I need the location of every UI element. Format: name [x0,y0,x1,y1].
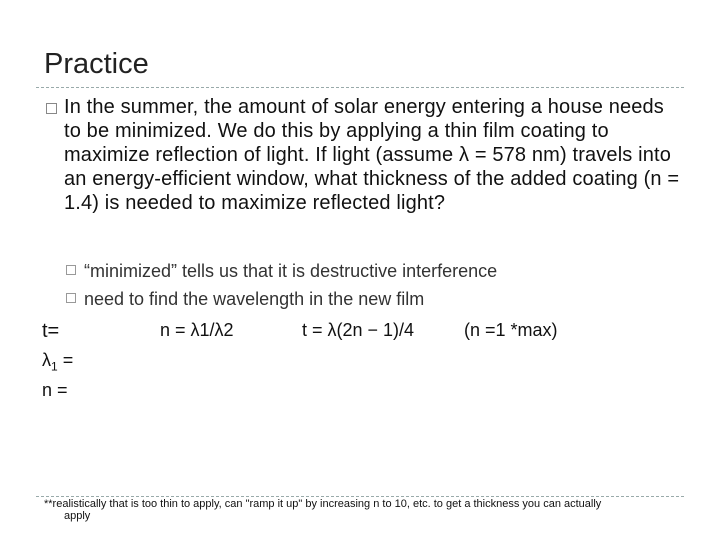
lambda-equals: = [57,350,74,370]
n-formula: n = λ1/λ2 [160,320,234,340]
sub-bullet-2: need to find the wavelength in the new film [84,289,425,309]
footnote [44,498,664,522]
main-bullet-text: In the summer, the amount of solar energy entering a house needs to be minimized. We do this by applying a thin film coating to maximize reflection of light. If light (assume λ = 578 nm) travels into an energy-efficient window, what thickness of the added coating (n = 1.4) is needed to maximize reflected light? [64,96,680,214]
bullet-box-icon [46,103,57,114]
footnote-line-1: **realistically that is too thin to apply, can "ramp it up" by increasing n to 10, etc. to get a thickness you can actually [44,498,602,510]
bullet-box-icon [66,265,76,275]
footnote-line-2: apply [64,510,91,522]
bullet-box-icon [66,293,76,303]
n-label: n = [42,380,68,400]
n-max-note: (n =1 *max) [464,320,558,340]
sub-bullet-1: “minimized” tells us that it is destructive interference [84,261,498,281]
lambda-label [42,350,73,374]
lambda-symbol: λ [42,350,51,370]
title-divider [36,87,684,88]
footnote-divider [36,496,684,497]
slide-title: Practice [44,48,149,80]
lambda-subscript: 1 [51,359,58,374]
t-formula: t = λ(2n − 1)/4 [302,320,415,340]
t-label: t= [42,320,60,342]
